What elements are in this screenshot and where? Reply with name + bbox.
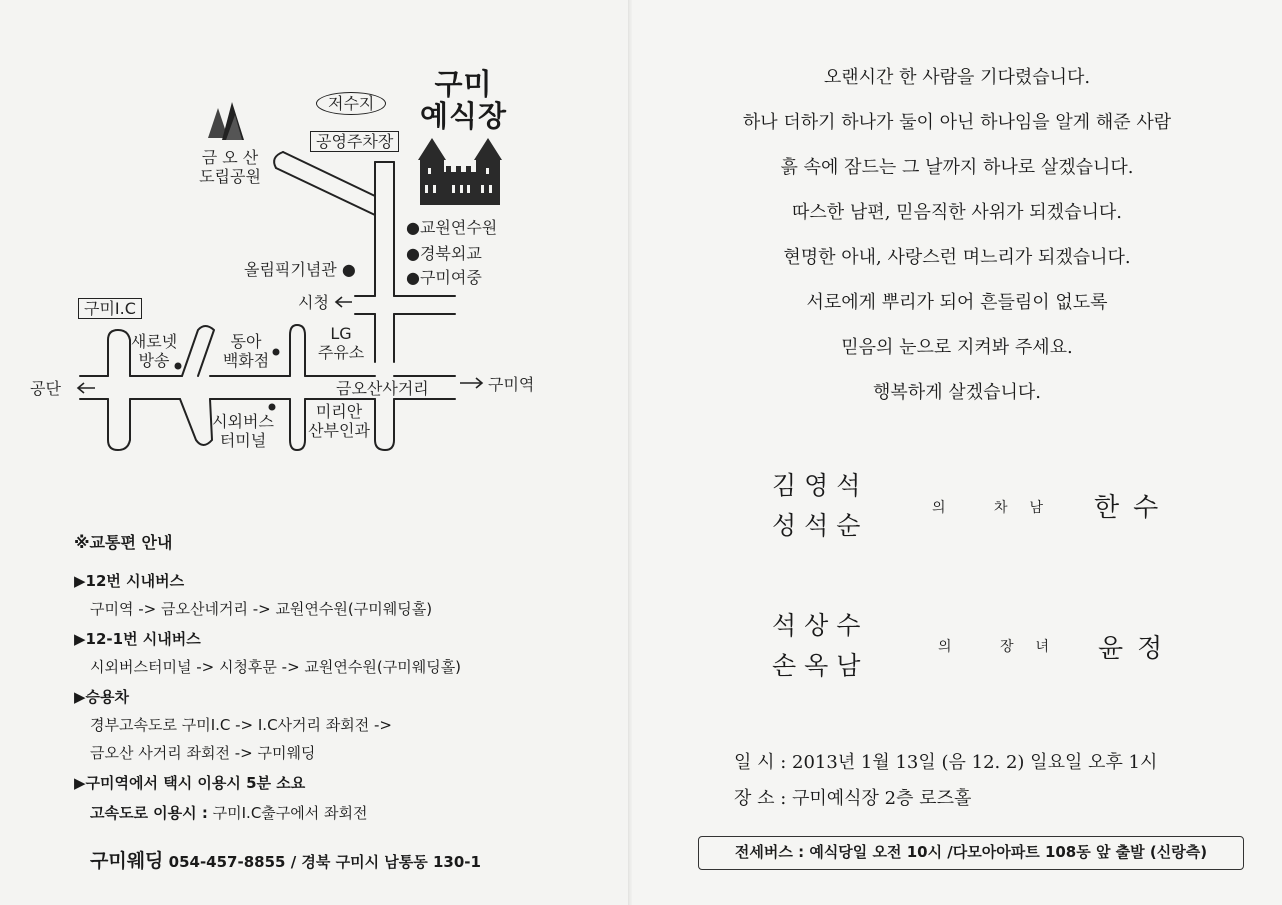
lg-station-label [312, 324, 370, 362]
terminal-line1: 시외버스 [212, 412, 274, 431]
poem-line-7: 믿음의 눈으로 지켜봐 주세요. [841, 337, 1073, 358]
bus12-heading: ▶12번 시내버스 [74, 572, 185, 590]
contact-name: 구미웨딩 [90, 850, 164, 872]
castle-icon [418, 138, 502, 205]
bride-name: 윤정 [1098, 634, 1177, 664]
lg-line1: LG [330, 324, 352, 343]
lg-line2: 주유소 [317, 343, 365, 362]
right-page [632, 0, 1282, 905]
car-route-line2: 금오산 사거리 좌회전 -> 구미웨딩 [90, 744, 316, 762]
highway-text: 구미I.C출구에서 좌회전 [212, 804, 368, 822]
poem-line-3: 흙 속에 잠드는 그 날까지 하나로 살겠습니다. [780, 157, 1134, 178]
park-label-line1: 금 오 산 [201, 148, 259, 167]
taxi-heading: ▶구미역에서 택시 이용시 5분 소요 [74, 774, 306, 792]
groom-name: 한수 [1094, 493, 1173, 523]
olympic-hall-label: 올림픽기념관 ● [244, 260, 356, 279]
car-route-line1: 경부고속도로 구미I.C -> I.C사거리 좌회전 -> [90, 716, 392, 734]
donga-line2: 백화점 [222, 351, 270, 370]
groom-relation: 의 차남 [932, 500, 1066, 516]
city-hall-label: 시청 [298, 293, 329, 312]
bride-parents [772, 606, 868, 686]
bride-father: 석상수 [772, 611, 869, 640]
groom-parents [772, 466, 868, 546]
poem-line-2: 하나 더하기 하나가 둘이 아닌 하나임을 알게 해준 사람 [742, 112, 1172, 133]
car-heading: ▶승용차 [74, 688, 130, 706]
bus12-1-heading: ▶12-1번 시내버스 [74, 630, 201, 648]
gumi-station-label: 구미역 [488, 375, 535, 394]
donga-label [216, 332, 276, 370]
poem-line-4: 따스한 남편, 믿음직한 사위가 되겠습니다. [792, 202, 1122, 223]
bus12-1-route: 시외버스터미널 -> 시청후문 -> 교원연수원(구미웨딩홀) [90, 658, 462, 676]
venue-contact [90, 846, 481, 873]
contact-detail: 054-457-8855 / 경북 구미시 남통동 130-1 [163, 853, 481, 871]
place-gyeongbuk-school: ●경북외교 [406, 244, 482, 263]
gumi-ic-label: 구미I.C [78, 298, 142, 319]
saeronet-line2: 방송 [138, 351, 170, 370]
intersection-label: 금오산사거리 [336, 379, 429, 398]
parking-label: 공영주차장 [310, 131, 399, 152]
bride-mother: 손옥남 [772, 651, 869, 680]
saeronet-line1: 새로넷 [130, 332, 178, 351]
bus-terminal-label [206, 412, 280, 450]
event-datetime: 일 시 : 2013년 1월 13일 (음 12. 2) 일요일 오후 1시 [734, 752, 1158, 773]
place-gumi-girls-school: ●구미여중 [406, 268, 482, 287]
mirian-line2: 산부인과 [308, 421, 370, 440]
poem-line-5: 현명한 아내, 사랑스런 며느리가 되겠습니다. [783, 247, 1131, 268]
venue-logo-text [420, 68, 507, 132]
poem-line-6: 서로에게 뿌리가 되어 흔들림이 없도록 [806, 292, 1108, 313]
poem-line-8: 행복하게 살겠습니다. [873, 382, 1041, 403]
bride-relation: 의 장녀 [938, 639, 1072, 655]
guide-title: ※교통편 안내 [74, 533, 173, 552]
highway-note [90, 802, 368, 823]
groom-father: 김영석 [772, 471, 869, 500]
left-page [0, 0, 628, 905]
event-place: 장 소 : 구미예식장 2층 로즈홀 [734, 788, 972, 809]
mirian-clinic-label [306, 402, 372, 440]
bus12-route: 구미역 -> 금오산네거리 -> 교원연수원(구미웨딩홀) [90, 600, 433, 618]
park-label [190, 148, 270, 186]
location-map [0, 0, 628, 500]
poem-line-1: 오랜시간 한 사람을 기다렸습니다. [823, 67, 1091, 88]
mirian-line1: 미리안 [315, 402, 363, 421]
highway-label: 고속도로 이용시 : [90, 804, 208, 822]
groom-mother: 성석순 [772, 511, 869, 540]
terminal-line2: 터미널 [219, 431, 267, 450]
gongdan-label: 공단 [30, 379, 61, 398]
mountain-icon [208, 102, 244, 140]
venue-line1: 구미 [434, 67, 493, 101]
reservoir-label: 저수지 [316, 92, 386, 115]
saeronet-label [124, 332, 184, 370]
donga-line1: 동아 [230, 332, 262, 351]
place-teacher-institute: ●교원연수원 [406, 218, 498, 237]
park-label-line2: 도립공원 [199, 167, 261, 186]
venue-line2: 예식장 [420, 99, 508, 133]
charter-bus-notice: 전세버스 : 예식당일 오전 10시 /다모아아파트 108동 앞 출발 (신랑측) [698, 836, 1244, 870]
